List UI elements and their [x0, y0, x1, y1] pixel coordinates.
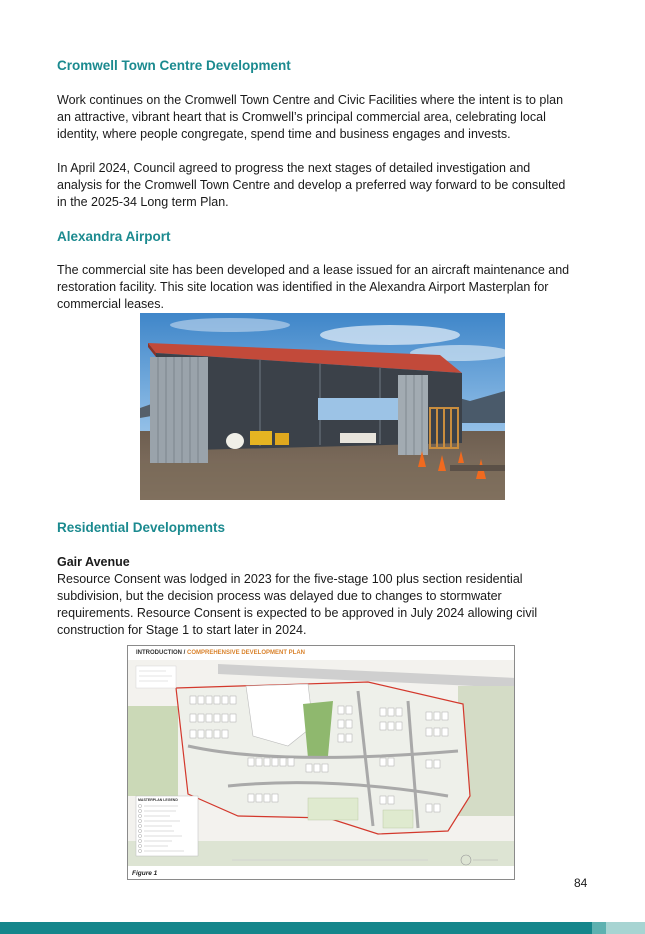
text-line: Work continues on the Cromwell Town Centre and Civic Facilities where the intent is to plan	[57, 93, 564, 107]
heading-airport: Alexandra Airport	[57, 229, 171, 244]
footer-bar	[0, 922, 645, 934]
development-plan-figure	[127, 645, 515, 880]
text-line: subdivision, but the decision process was delayed due to changes to stormwater	[57, 589, 502, 603]
text-line: analysis for the Cromwell Town Centre and develop a preferred way forward to be consulted	[57, 178, 566, 192]
heading-cromwell: Cromwell Town Centre Development	[57, 58, 291, 73]
hangar-illustration	[140, 313, 505, 500]
text-line: identity, where people congregate, spend time and business engages and invests.	[57, 127, 511, 141]
text-line: Resource Consent was lodged in 2023 for the five-stage 100 plus section residential	[57, 572, 523, 586]
plan-title-part1: INTRODUCTION /	[136, 650, 187, 656]
footer-accent-mid	[592, 922, 606, 934]
text-line: The commercial site has been developed and a lease issued for an aircraft maintenance and	[57, 263, 570, 277]
paragraph-airport	[57, 262, 602, 313]
heading-residential: Residential Developments	[57, 520, 226, 535]
text-line: requirements. Resource Consent is expected to be approved in July 2024 allowing civil	[57, 606, 538, 620]
footer-accent	[606, 922, 645, 934]
paragraph-gair-avenue	[57, 571, 602, 639]
site-plan-illustration	[128, 646, 515, 880]
text-line: In April 2024, Council agreed to progress the next stages of detailed investigation and	[57, 161, 531, 175]
subheading-gair-avenue: Gair Avenue	[57, 555, 130, 569]
text-line: construction for Stage 1 to start later in 2024.	[57, 623, 307, 637]
plan-legend-title: MASTERPLAN LEGEND	[138, 798, 178, 802]
paragraph-cromwell-1	[57, 92, 602, 143]
text-line: restoration facility. This site location was identified in the Alexandra Airport Masterplan for	[57, 280, 549, 294]
page-number: 84	[574, 876, 588, 890]
plan-title-part2: COMPREHENSIVE DEVELOPMENT PLAN	[187, 650, 306, 656]
figure-caption: Figure 1	[132, 870, 158, 877]
text-line: commercial leases.	[57, 297, 164, 311]
text-line: an attractive, vibrant heart that is Cromwell’s principal commercial area, celebrating local	[57, 110, 546, 124]
paragraph-cromwell-2	[57, 160, 602, 211]
hangar-photo	[140, 313, 505, 500]
text-line: in the 2025-34 Long term Plan.	[57, 195, 229, 209]
